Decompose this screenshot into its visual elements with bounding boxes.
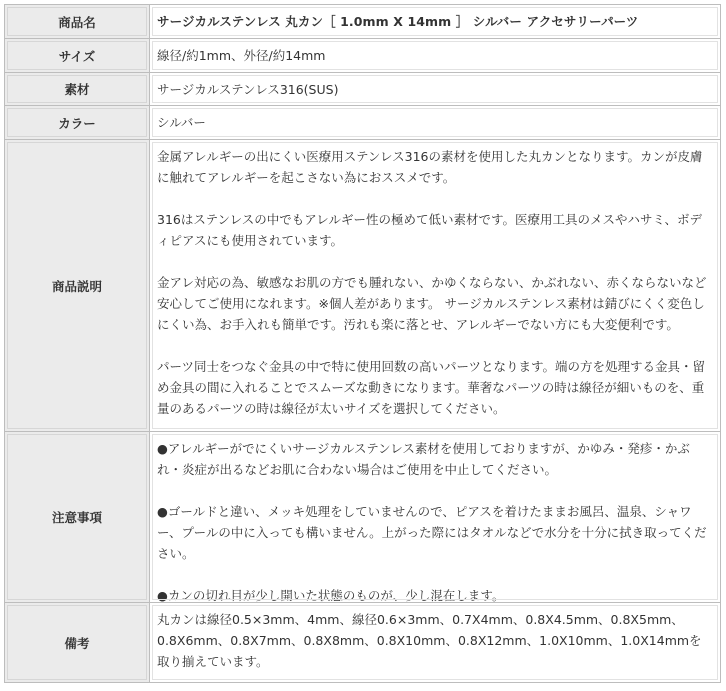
description-paragraph: パーツ同士をつなぐ金具の中で特に使用回数の高いパーツとなります。端の方を処理する金具・留め金具の間に入れることでスムーズな動きになります。華奢なパーツの時は線径が細いものを、重量のあるパーツの時は線径が太いサイズを選択してください。 xyxy=(157,359,706,416)
remarks-paragraph: 丸カンは線径0.5×3mm、4mm、線径0.6×3mm、0.7X4mm、0.8X4.5mm、0.8X5mm、0.8X6mm、0.8X7mm、0.8X8mm、0.8X10mm、0.8X12mm、1.0X10mm、1.0X14mmを取り揃えています。 xyxy=(157,612,702,669)
spec-label-product-name: 商品名 xyxy=(5,5,150,38)
spec-value-remarks xyxy=(150,603,720,682)
description-paragraph: 金属アレルギーの出にくい医療用ステンレス316の素材を使用した丸カンとなります。カンが皮膚に触れてアレルギーを起こさない為におススメです。 xyxy=(157,149,703,185)
description-paragraph: 316はステンレスの中でもアレルギー性の極めて低い素材です。医療用工具のメスやハサミ、ボディピアスにも使用されています。 xyxy=(157,212,702,248)
spec-row-description xyxy=(5,140,720,432)
precaution-item: ●ゴールドと違い、メッキ処理をしていませんので、ピアスを着けたままお風呂、温泉、シャワー、プールの中に入っても構いません。上がった際にはタオルなどで水分を十分に拭き取ってください。 xyxy=(157,504,707,561)
spec-value-description xyxy=(150,140,720,431)
spec-label-size: サイズ xyxy=(5,39,150,72)
spec-row-color xyxy=(5,106,720,140)
spec-label-material: 素材 xyxy=(5,73,150,105)
spec-value-material: サージカルステンレス316(SUS) xyxy=(150,73,720,105)
spec-row-size xyxy=(5,39,720,73)
spec-row-precautions xyxy=(5,432,720,603)
spec-value-precautions xyxy=(150,432,720,602)
spec-label-remarks: 備考 xyxy=(5,603,150,682)
spec-row-product-name xyxy=(5,5,720,39)
spec-label-precautions: 注意事項 xyxy=(5,432,150,602)
spec-row-material xyxy=(5,73,720,106)
description-paragraph: 金アレ対応の為、敏感なお肌の方でも腫れない、かゆくならない、かぶれない、赤くならないなど安心してご使用になれます。※個人差があります。 サージカルステンレス素材は錆びにくく変色しにくい為、お手入れも簡単です。汚れも楽に落とせ、アレルギーでない方にも大変便利です。 xyxy=(157,275,707,332)
precaution-item: ●アレルギーがでにくいサージカルステンレス素材を使用しておりますが、かゆみ・発疹・かぶれ・炎症が出るなどお肌に合わない場合はご使用を中止してください。 xyxy=(157,441,690,477)
precaution-item: ●カンの切れ目が少し開いた状態のものが、少し混在します。 xyxy=(157,588,505,603)
spec-label-description: 商品説明 xyxy=(5,140,150,431)
spec-value-product-name: サージカルステンレス 丸カン［ 1.0mm X 14mm ］ シルバー アクセサリーパーツ xyxy=(150,5,720,38)
spec-label-color: カラー xyxy=(5,106,150,139)
spec-row-remarks xyxy=(5,603,720,682)
spec-value-color: シルバー xyxy=(150,106,720,139)
spec-value-size: 線径/約1mm、外径/約14mm xyxy=(150,39,720,72)
product-spec-table xyxy=(4,4,721,683)
